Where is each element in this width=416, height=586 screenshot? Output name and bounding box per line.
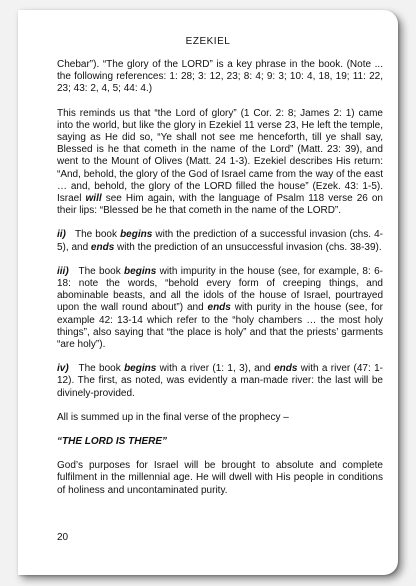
point-number-ii: ii) — [57, 229, 66, 241]
paragraph-4-part-a: The book — [68, 265, 125, 277]
paragraph-5 — [57, 363, 383, 400]
running-head: EZEKIEL — [185, 36, 231, 47]
paragraph-5-part-b: with a river (1: 1, 3), and — [156, 363, 275, 375]
paragraph-4 — [57, 266, 383, 351]
paragraph-4-part-c: with purity in the house (see, for example 42: 13-14 which refer to the “holy chambers … the most holy things”, also saying that “the place is holy” and that the priests’ garments “are holy”). — [57, 302, 383, 351]
body-text — [57, 59, 383, 509]
book-page — [18, 10, 398, 575]
paragraph-8: God’s purposes for Israel will be brought to absolute and complete fulfilment in the millennial age. He will dwell with His people in conditions of holiness and uncontaminated purity. — [57, 460, 383, 496]
point-number-iv: iv) — [57, 363, 69, 375]
paragraph-3-part-a: The book — [65, 229, 121, 241]
emphasis-ends: ends — [207, 302, 231, 314]
paragraph-3 — [57, 229, 383, 253]
paragraph-5-part-c: with a river (47: 1-12). The first, as noted, was evidently a man-made river: the last will be divinely-provided. — [57, 363, 383, 399]
paragraph-1: Chebar”). “The glory of the LORD” is a key phrase in the book. (Note ... the following references: 1: 28; 3: 12, 23; 8: 4; 9: 3; 10: 4, 18, 19; 11: 22, 23; 43: 2, 4, 5; 44: 4.) — [57, 59, 383, 95]
point-number-iii: iii) — [57, 265, 69, 277]
emphasis-ends: ends — [90, 241, 115, 253]
section-heading: “THE LORD IS THERE” — [57, 436, 168, 448]
paragraph-6: All is summed up in the final verse of the prophecy – — [57, 411, 289, 423]
paragraph-2 — [57, 108, 383, 218]
paragraph-2-part-b: see Him again, with the language of Psalm 118 verse 26 on their lips: “Blessed be he that cometh in the name of the LORD”. — [57, 193, 383, 217]
emphasis-begins: begins — [120, 229, 153, 241]
emphasis-will: will — [85, 193, 102, 205]
emphasis-begins: begins — [124, 265, 157, 277]
paragraph-3-part-b: with the prediction of a successful invasion (chs. 4-5), and — [57, 229, 383, 253]
emphasis-begins: begins — [124, 363, 157, 375]
paragraph-2-part-a: This reminds us that “the Lord of glory” (1 Cor. 2: 8; James 2: 1) came into the world, but like the glory in Ezekiel 11 verse 23, He left the temple, saying as He did so, “Ye shall not see me henceforth, till ye shall say, Blessed is he that cometh in the name of the Lord” (Matt. 23: 39), and went to the Mount of Olives (Matt. 24 1-3). Ezekiel describes His return: “And, behold, the glory of the God of Israel came from the way of the east … and, behold, the glory of the LORD filled the house” (Ezek. 43: 1-5). Israel — [57, 107, 383, 205]
paragraph-4-part-b: with impurity in the house (see, for example, 8: 6-18: note the words, “behold every form of creeping things, and abominable beasts, and all the idols of the house of Israel, pourtrayed upon the wall round about”) and — [57, 265, 383, 314]
paragraph-3-part-c: with the prediction of an unsuccessful invasion (chs. 38-39). — [114, 241, 382, 253]
emphasis-ends: ends — [274, 363, 298, 375]
page-number: 20 — [57, 532, 69, 543]
paragraph-5-part-a: The book — [68, 363, 125, 375]
